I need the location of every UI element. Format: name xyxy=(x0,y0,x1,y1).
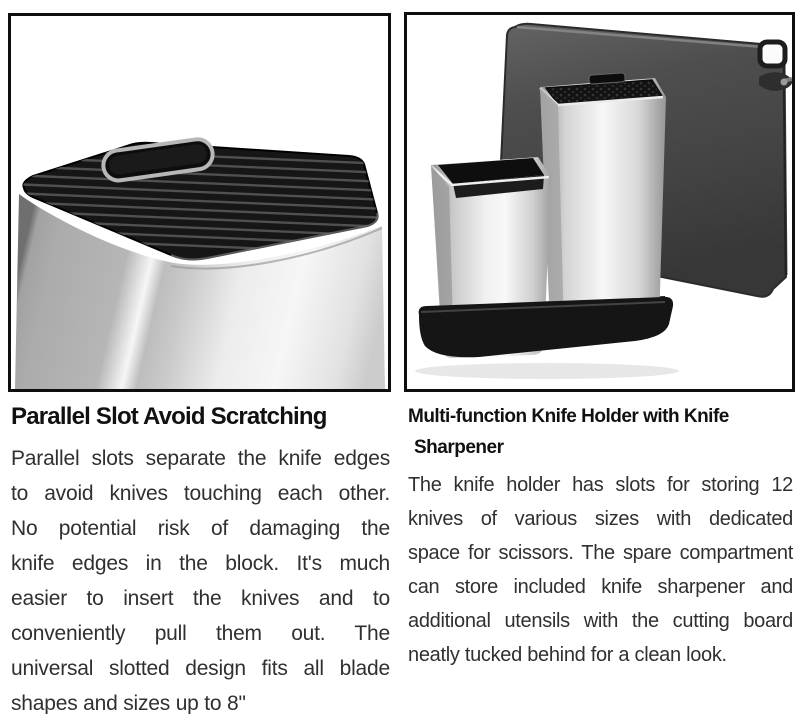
base-tray xyxy=(415,297,679,379)
left-product-photo xyxy=(8,13,391,392)
text-line: easier to insert the knives and to xyxy=(11,587,390,610)
board-hook xyxy=(759,72,792,91)
text-line: conveniently pull them out. The xyxy=(11,622,390,645)
text-line: to avoid knives touching each other. xyxy=(11,482,390,505)
right-caption xyxy=(408,401,793,672)
tall-knife-holder xyxy=(540,73,666,335)
text-line: Parallel slots separate the knife edges xyxy=(11,447,390,470)
text-line: knives of various sizes with dedicated xyxy=(408,508,793,530)
heading-line: Sharpener xyxy=(414,437,504,458)
board-handle-hole xyxy=(760,42,785,66)
right-paragraph xyxy=(408,468,793,672)
left-caption xyxy=(11,402,390,714)
knife-holder-set-illustration xyxy=(407,15,792,389)
text-line: knife edges in the block. It's much xyxy=(11,552,390,575)
text-line: shapes and sizes up to 8" xyxy=(11,692,246,714)
right-product-photo xyxy=(404,12,795,392)
text-line: space for scissors. The spare compartment xyxy=(408,542,793,564)
heading-line: Multi-function Knife Holder with Knife xyxy=(408,406,729,427)
text-line: additional utensils with the cutting board xyxy=(408,610,793,632)
right-heading xyxy=(408,401,793,463)
text-line: neatly tucked behind for a clean look. xyxy=(408,644,727,666)
knife-block-illustration xyxy=(11,16,388,389)
left-paragraph xyxy=(11,441,390,714)
text-line: No potential risk of damaging the xyxy=(11,517,390,540)
text-line: can store included knife sharpener and xyxy=(408,576,793,598)
text-line: universal slotted design fits all blade xyxy=(11,657,390,680)
holder-handle-notch xyxy=(589,73,626,84)
left-heading: Parallel Slot Avoid Scratching xyxy=(11,403,327,430)
text-line: The knife holder has slots for storing 12 xyxy=(408,474,793,496)
